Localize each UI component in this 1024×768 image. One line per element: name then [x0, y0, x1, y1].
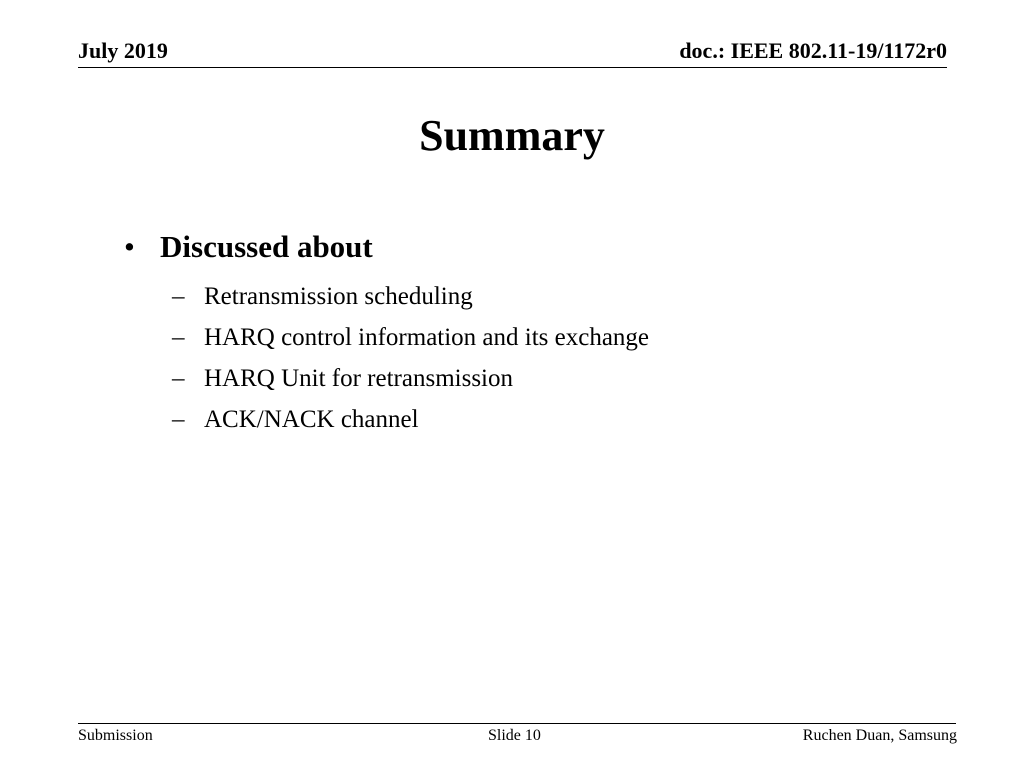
header-divider [78, 67, 947, 68]
sub-bullet-text: Retransmission scheduling [204, 283, 473, 310]
dash-icon: – [172, 365, 185, 392]
header-date: July 2019 [78, 38, 168, 63]
sub-bullet-list [172, 276, 649, 440]
bullet-text: Discussed about [160, 229, 373, 264]
slide-title: Summary [419, 111, 605, 160]
sub-bullet-item [172, 276, 649, 317]
dash-icon: – [172, 324, 185, 351]
sub-bullet-item [172, 317, 649, 358]
header-doc-id: doc.: IEEE 802.11-19/1172r0 [679, 38, 947, 63]
sub-bullet-text: ACK/NACK channel [204, 406, 419, 433]
footer-divider [78, 723, 956, 724]
dash-icon: – [172, 283, 185, 310]
sub-bullet-item [172, 399, 649, 440]
bullet-item [124, 230, 373, 264]
footer-author: Ruchen Duan, Samsung [802, 727, 957, 744]
bullet-icon: • [124, 229, 135, 264]
sub-bullet-item [172, 358, 649, 399]
dash-icon: – [172, 406, 185, 433]
sub-bullet-text: HARQ Unit for retransmission [204, 365, 513, 392]
sub-bullet-text: HARQ control information and its exchange [204, 324, 650, 351]
footer-slide-number: Slide 10 [488, 727, 541, 744]
footer-submission: Submission [78, 727, 153, 744]
